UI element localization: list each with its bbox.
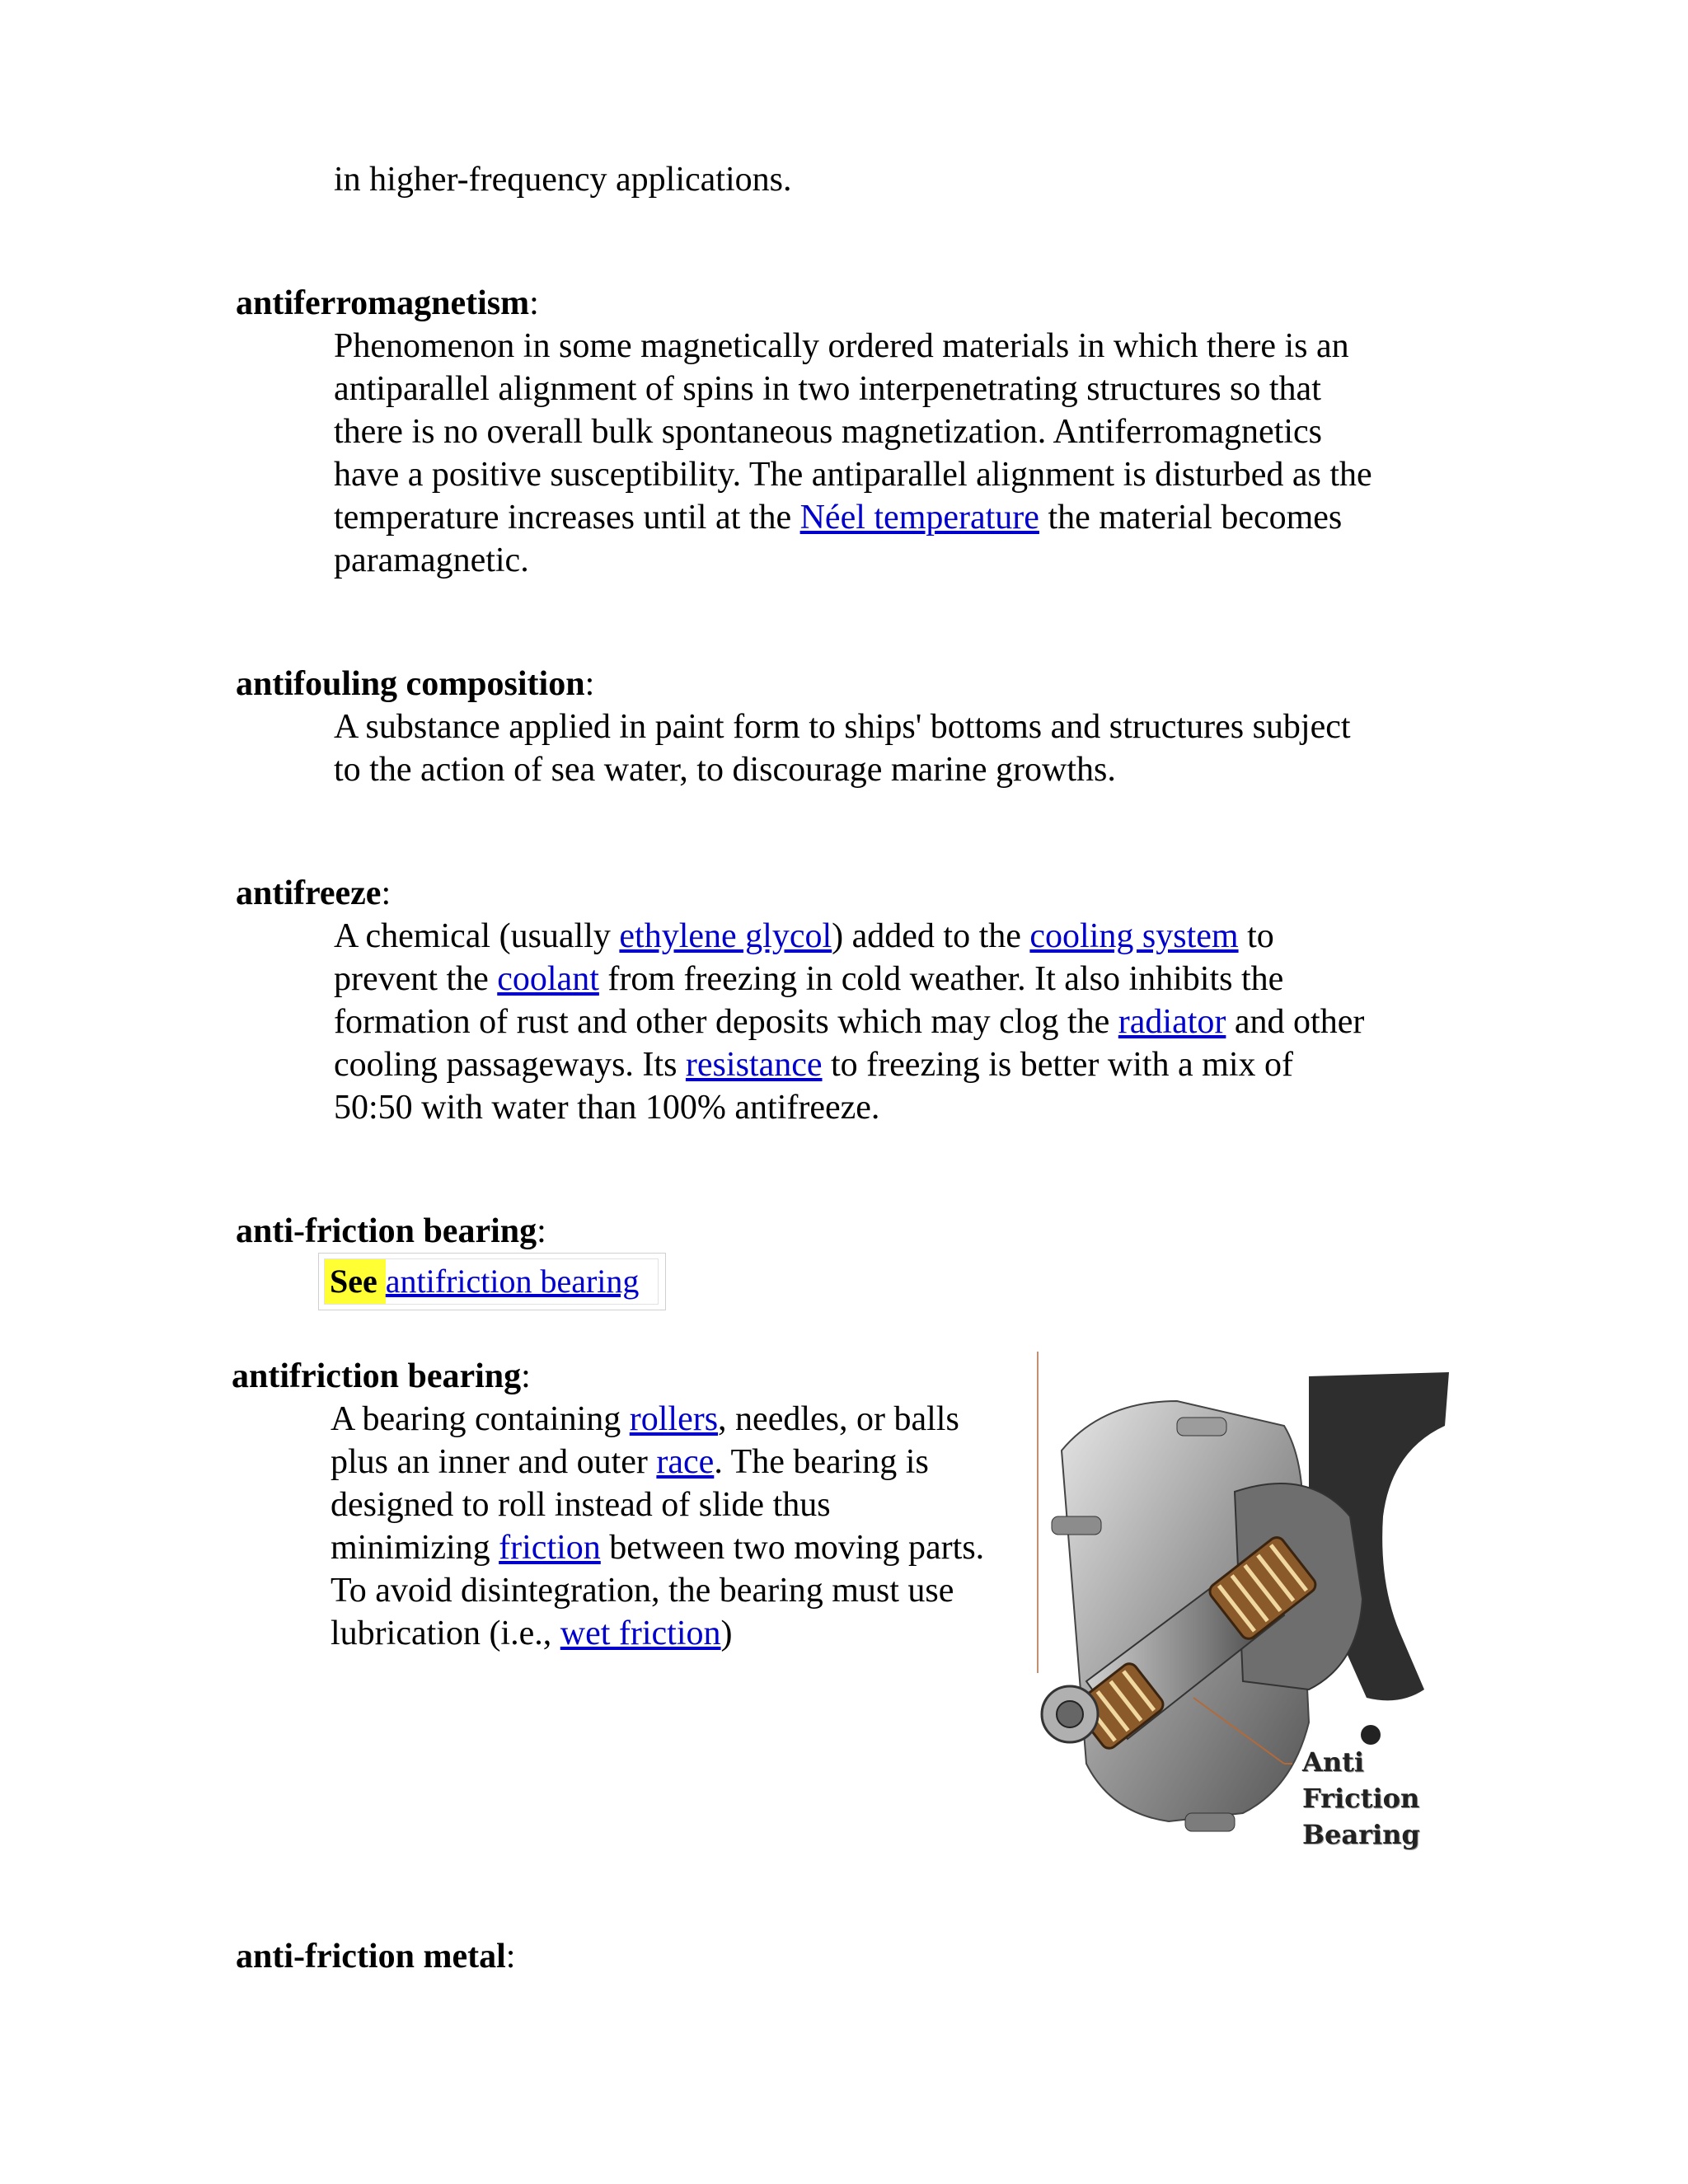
definition-line: designed to roll instead of slide thus bbox=[331, 1486, 831, 1524]
term-antifriction-bearing bbox=[232, 1355, 531, 1398]
text-fragment: minimizing bbox=[331, 1529, 499, 1567]
definition-antifriction-bearing bbox=[331, 1398, 984, 1655]
term-title: antifriction bearing bbox=[232, 1357, 522, 1395]
figure-label: Friction bbox=[1302, 1783, 1420, 1814]
definition-antifouling-composition bbox=[334, 705, 1351, 791]
see-reference-box bbox=[318, 1253, 666, 1310]
link-neel-temperature[interactable]: Néel temperature bbox=[799, 499, 1039, 537]
term-title: anti-friction bearing bbox=[236, 1212, 537, 1250]
colon: : bbox=[537, 1212, 546, 1250]
text-fragment: ) bbox=[720, 1615, 733, 1652]
text-fragment: from freezing in cold weather. It also inhibits the bbox=[598, 960, 1284, 998]
definition-line bbox=[334, 1001, 1364, 1043]
colon: : bbox=[521, 1357, 531, 1395]
definition-line bbox=[331, 1612, 984, 1655]
link-friction[interactable]: friction bbox=[499, 1529, 601, 1567]
link-resistance[interactable]: resistance bbox=[685, 1046, 823, 1084]
text-fragment: ) added to the bbox=[832, 917, 1030, 955]
colon: : bbox=[381, 874, 392, 912]
text-fragment: the material becomes bbox=[1039, 499, 1343, 537]
term-title: antifreeze bbox=[236, 874, 382, 912]
definition-line bbox=[334, 1043, 1364, 1086]
text-fragment: to bbox=[1238, 917, 1274, 955]
link-radiator[interactable]: radiator bbox=[1118, 1003, 1226, 1041]
term-antifreeze bbox=[236, 872, 391, 915]
term-title: antiferromagnetism bbox=[236, 284, 530, 322]
link-race[interactable]: race bbox=[656, 1443, 715, 1481]
text-fragment: formation of rust and other deposits which may clog the bbox=[334, 1003, 1118, 1041]
term-antiferromagnetism bbox=[236, 282, 539, 325]
term-anti-friction-metal bbox=[236, 1935, 515, 1978]
definition-line: there is no overall bulk spontaneous magnetization. Antiferromagnetics bbox=[334, 413, 1323, 451]
definition-line bbox=[331, 1398, 984, 1441]
text-fragment: A bearing containing bbox=[331, 1400, 630, 1438]
text-fragment: , needles, or balls bbox=[718, 1400, 959, 1438]
link-coolant[interactable]: coolant bbox=[497, 960, 599, 998]
definition-line: antiparallel alignment of spins in two interpenetrating structures so that bbox=[334, 370, 1321, 408]
link-rollers[interactable]: rollers bbox=[629, 1400, 719, 1438]
colon: : bbox=[584, 665, 595, 703]
intro-text: in higher-frequency applications. bbox=[334, 161, 792, 199]
see-reference bbox=[324, 1258, 659, 1305]
link-cooling-system[interactable]: cooling system bbox=[1029, 917, 1239, 955]
link-ethylene-glycol[interactable]: ethylene glycol bbox=[619, 917, 832, 955]
definition-line: have a positive susceptibility. The antiparallel alignment is disturbed as the bbox=[334, 456, 1372, 494]
text-fragment: plus an inner and outer bbox=[331, 1443, 657, 1481]
definition-line: A substance applied in paint form to ships' bottoms and structures subject bbox=[334, 708, 1351, 746]
text-fragment: . The bearing is bbox=[714, 1443, 929, 1481]
definition-line: to the action of sea water, to discourage marine growths. bbox=[334, 751, 1116, 789]
definition-line bbox=[331, 1526, 984, 1569]
link-wet-friction[interactable]: wet friction bbox=[560, 1615, 721, 1652]
definition-antiferromagnetism bbox=[334, 325, 1372, 582]
text-fragment: to freezing is better with a mix of bbox=[822, 1046, 1294, 1084]
definition-line bbox=[331, 1441, 984, 1483]
text-fragment: and other bbox=[1226, 1003, 1365, 1041]
term-antifouling-composition bbox=[236, 663, 594, 705]
definition-antifreeze bbox=[334, 915, 1364, 1129]
see-label: See bbox=[325, 1259, 386, 1304]
definition-line bbox=[334, 496, 1372, 539]
text-fragment: A chemical (usually bbox=[334, 917, 620, 955]
term-anti-friction-bearing bbox=[236, 1210, 546, 1253]
text-fragment: temperature increases until at the bbox=[334, 499, 800, 537]
text-fragment: cooling passageways. Its bbox=[334, 1046, 686, 1084]
colon: : bbox=[529, 284, 539, 322]
definition-line: 50:50 with water than 100% antifreeze. bbox=[334, 1089, 880, 1127]
term-title: antifouling composition bbox=[236, 665, 585, 703]
definition-line bbox=[334, 915, 1364, 958]
definition-line: Phenomenon in some magnetically ordered materials in which there is an bbox=[334, 327, 1349, 365]
text-fragment: prevent the bbox=[334, 960, 498, 998]
definition-line: To avoid disintegration, the bearing must use bbox=[331, 1572, 954, 1610]
definition-line: paramagnetic. bbox=[334, 541, 529, 579]
definition-line bbox=[334, 958, 1364, 1001]
term-title: anti-friction metal bbox=[236, 1938, 506, 1975]
colon: : bbox=[505, 1938, 516, 1975]
link-antifriction-bearing[interactable]: antifriction bearing bbox=[385, 1263, 640, 1300]
figure-label: Anti bbox=[1302, 1746, 1365, 1778]
text-fragment: between two moving parts. bbox=[600, 1529, 985, 1567]
figure-label: Bearing bbox=[1302, 1819, 1420, 1850]
text-fragment: lubrication (i.e., bbox=[331, 1615, 560, 1652]
